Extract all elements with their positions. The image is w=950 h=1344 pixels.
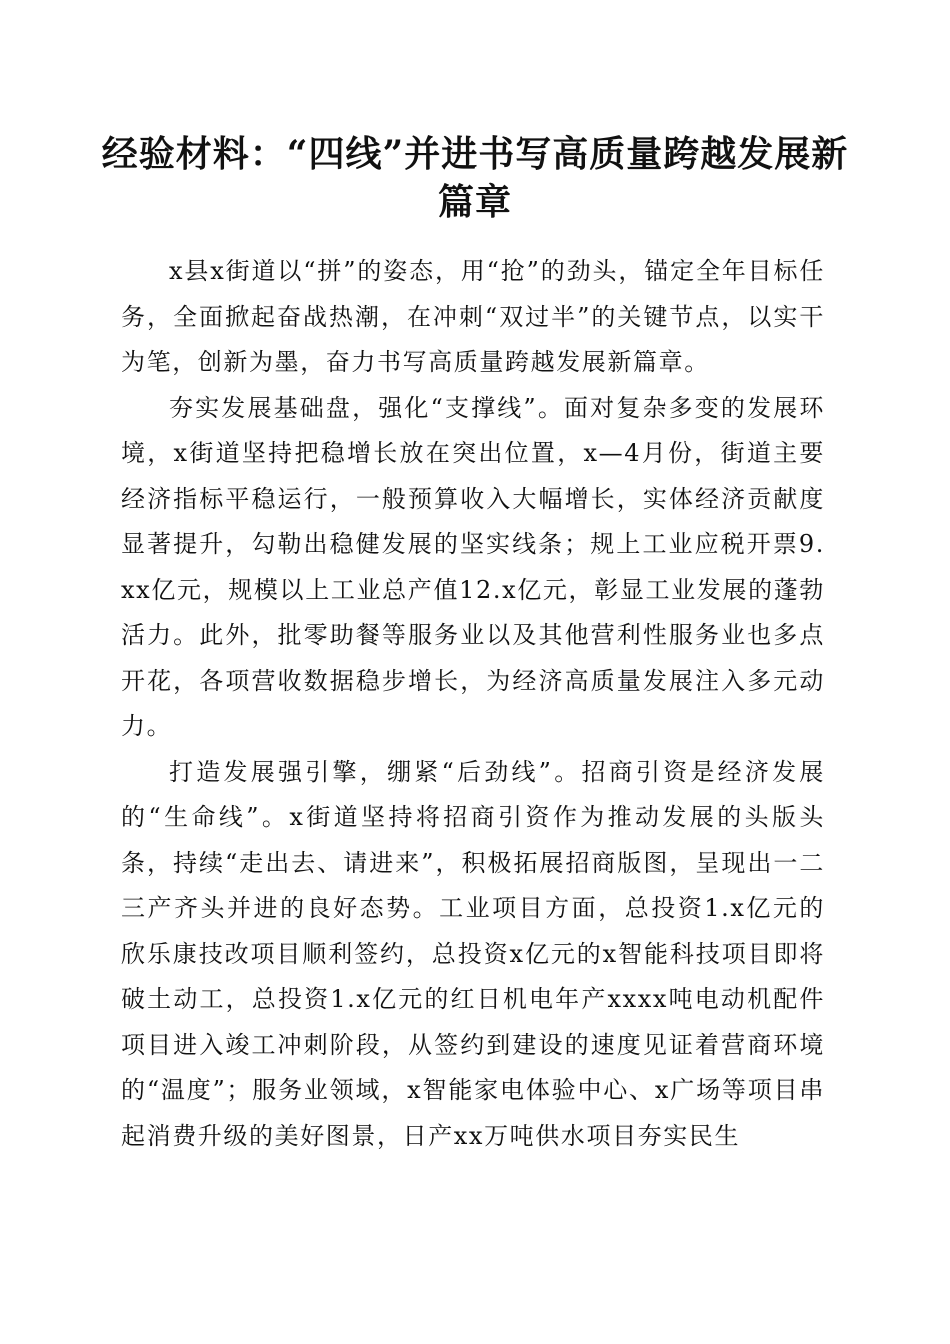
body-paragraph: x县x街道以“拼”的姿态，用“抢”的劲头，锚定全年目标任务，全面掀起奋战热潮，在冲刺“双过半”的关键节点，以实干为笔，创新为墨，奋力书写高质量跨越发展新篇章。 (121, 257, 825, 376)
document-body (121, 249, 825, 1159)
body-paragraph: 打造发展强引擎，绷紧“后劲线”。招商引资是经济发展的“生命线”。x街道坚持将招商引资作为推动发展的头版头条，持续“走出去、请进来”，积极拓展招商版图，呈现出一二三产齐头并进的良好态势。工业项目方面，总投资1.x亿元的欣乐康技改项目顺利签约，总投资x亿元的x智能科技项目即将破土动工，总投资1.x亿元的红日机电年产xxxx吨电动机配件项目进入竣工冲刺阶段，从签约到建设的速度见证着营商环境的“温度”；服务业领域，x智能家电体验中心、x广场等项目串起消费升级的美好图景，日产xx万吨供水项目夯实民生 (121, 757, 825, 1150)
document-title: 经验材料：“四线”并进书写高质量跨越发展新篇章 (101, 133, 849, 223)
body-paragraph: 夯实发展基础盘，强化“支撑线”。面对复杂多变的发展环境，x街道坚持把稳增长放在突出位置，x—4月份，街道主要经济指标平稳运行，一般预算收入大幅增长，实体经济贡献度显著提升，勾勒出稳健发展的坚实线条；规上工业应税开票9.xx亿元，规模以上工业总产值12.x亿元，彰显工业发展的蓬勃活力。此外，批零助餐等服务业以及其他营利性服务业也多点开花，各项营收数据稳步增长，为经济高质量发展注入多元动力。 (121, 393, 825, 740)
